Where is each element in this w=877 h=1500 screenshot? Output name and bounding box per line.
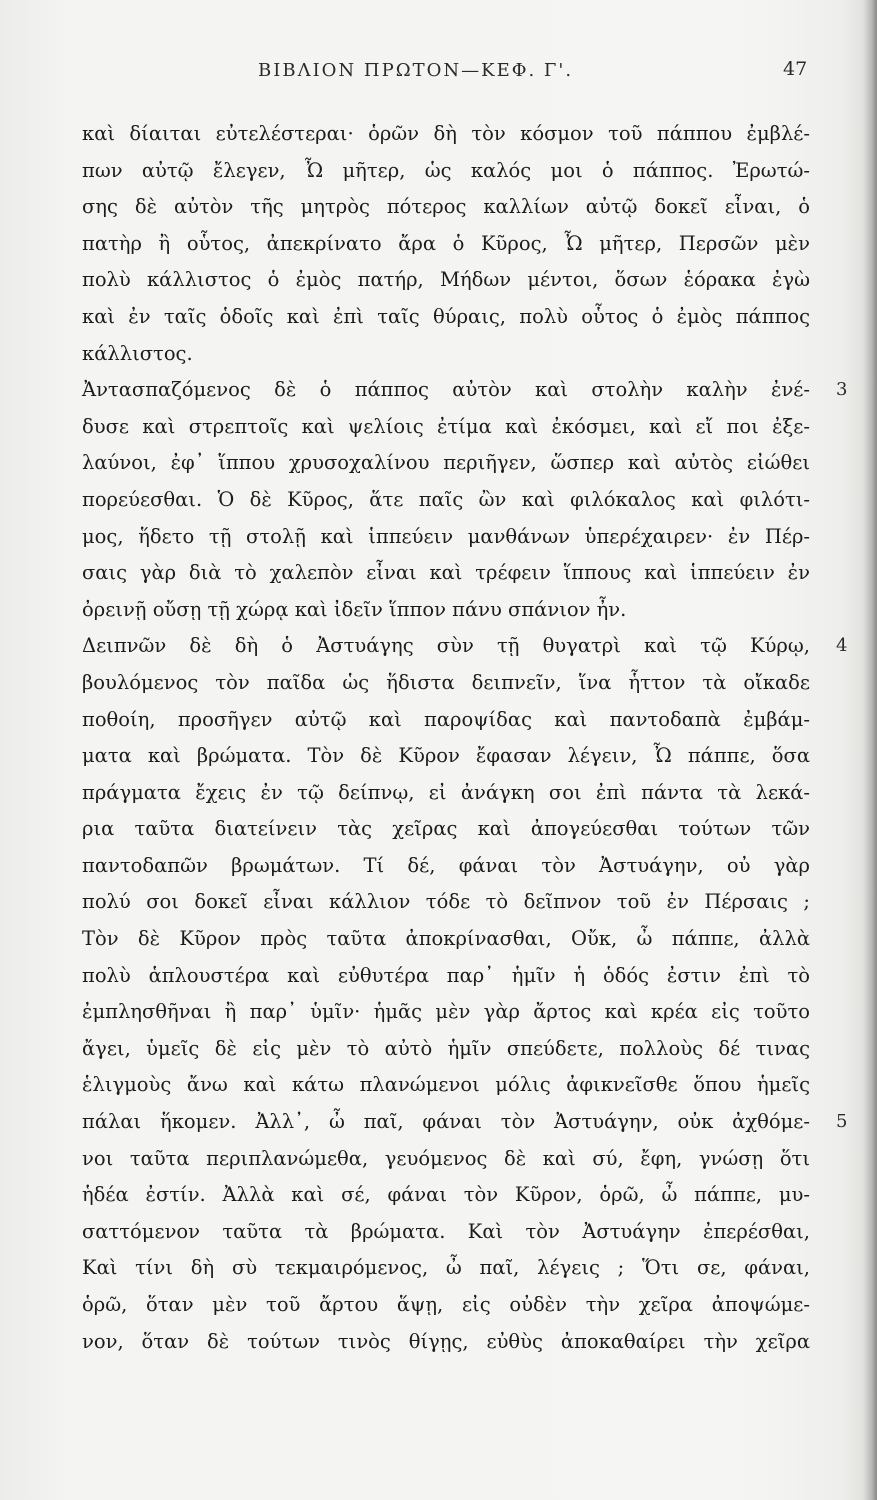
running-head: ΒΙΒΛΙΟΝ ΠΡΩΤΟΝ—ΚΕΦ. Γ'.: [258, 60, 574, 81]
text-line: παντοδαπῶν βρωμάτων. Τί δέ, φάναι τὸν Ἀστυάγην, οὐ γὰρ: [82, 853, 810, 877]
section-number: 5: [836, 1111, 848, 1133]
text-line: πολὺ ἁπλουστέρα καὶ εὐθυτέρα παρ᾽ ἡμῖν ἡ ὁδός ἐστιν ἐπὶ τὸ: [82, 963, 810, 987]
text-line: ὁρῶ, ὅταν μὲν τοῦ ἄρτου ἅψῃ, εἰς οὐδὲν τὴν χεῖρα ἀποψώμε-: [82, 1293, 810, 1316]
page-edge-shadow: [863, 0, 877, 1500]
text-line: νοι ταῦτα περιπλανώμεθα, γευόμενος δὲ καὶ σύ, ἔφη, γνώσῃ ὅτι: [82, 1146, 810, 1170]
text-line: καὶ δίαιται εὐτελέστεραι· ὁρῶν δὴ τὸν κόσμον τοῦ πάππου ἐμβλέ-: [82, 122, 810, 145]
page-number: 47: [783, 58, 808, 80]
text-line: Τὸν δὲ Κῦρον πρὸς ταῦτα ἀποκρίνασθαι, Οὔκ, ὦ πάππε, ἀλλὰ: [82, 927, 810, 951]
text-line: ἐμπλησθῆναι ἢ παρ᾽ ὑμῖν· ἡμᾶς μὲν γὰρ ἄρτος καὶ κρέα εἰς τοῦτο: [82, 1000, 810, 1024]
text-line: ἑλιγμοὺς ἄνω καὶ κάτω πλανώμενοι μόλις ἀφικνεῖσθε ὅπου ἡμεῖς: [82, 1073, 810, 1097]
text-line: καὶ ἐν ταῖς ὁδοῖς καὶ ἐπὶ ταῖς θύραις, πολὺ οὗτος ὁ ἐμὸς πάππος: [82, 304, 810, 328]
text-line: πολὺ κάλλιστος ὁ ἐμὸς πατήρ, Μήδων μέντοι, ὅσων ἑόρακα ἐγὼ: [82, 268, 810, 292]
text-line: ποθοίη, προσῆγεν αὐτῷ καὶ παροψίδας καὶ παντοδαπὰ ἐμβάμ-: [82, 707, 810, 731]
main-text: [82, 116, 810, 1360]
text-line: σης δὲ αὐτὸν τῆς μητρὸς πότερος καλλίων αὐτῷ δοκεῖ εἶναι, ὁ: [82, 195, 810, 219]
section-number: 3: [836, 379, 848, 401]
text-line: βουλόμενος τὸν παῖδα ὡς ἥδιστα δειπνεῖν, ἵνα ἧττον τὰ οἴκαδε: [82, 670, 810, 694]
text-line: πάλαι ἥκομεν. Ἀλλ᾽, ὦ παῖ, φάναι τὸν Ἀστυάγην, οὐκ ἀχθόμε-: [82, 1110, 810, 1134]
text-line: πατὴρ ἢ οὗτος, ἀπεκρίνατο ἄρα ὁ Κῦρος, Ὦ μῆτερ, Περσῶν μὲν: [82, 231, 810, 255]
text-line: κάλλιστος.: [82, 341, 193, 365]
text-line: πορεύεσθαι. Ὁ δὲ Κῦρος, ἅτε παῖς ὢν καὶ φιλόκαλος καὶ φιλότι-: [82, 487, 810, 511]
text-line: σαις γὰρ διὰ τὸ χαλεπὸν εἶναι καὶ τρέφειν ἵππους καὶ ἱππεύειν ἐν: [82, 561, 810, 585]
text-line: ὀρεινῇ οὔσῃ τῇ χώρᾳ καὶ ἰδεῖν ἵππον πάνυ σπάνιον ἦν.: [82, 597, 627, 621]
text-line: ἡδέα ἐστίν. Ἀλλὰ καὶ σέ, φάναι τὸν Κῦρον, ὁρῶ, ὦ πάππε, μυ-: [82, 1183, 810, 1207]
text-line: μος, ἥδετο τῇ στολῇ καὶ ἱππεύειν μανθάνων ὑπερέχαιρεν· ἐν Πέρ-: [82, 524, 810, 548]
text-line: δυσε καὶ στρεπτοῖς καὶ ψελίοις ἐτίμα καὶ ἐκόσμει, καὶ εἴ ποι ἐξε-: [82, 414, 810, 438]
text-line: ρια ταῦτα διατείνειν τὰς χεῖρας καὶ ἀπογεύεσθαι τούτων τῶν: [82, 817, 810, 841]
text-line: ἄγει, ὑμεῖς δὲ εἰς μὲν τὸ αὐτὸ ἡμῖν σπεύδετε, πολλοὺς δέ τινας: [82, 1036, 810, 1060]
text-line: σαττόμενον ταῦτα τὰ βρώματα. Καὶ τὸν Ἀστυάγην ἐπερέσθαι,: [82, 1219, 810, 1243]
text-line: πολύ σοι δοκεῖ εἶναι κάλλιον τόδε τὸ δεῖπνον τοῦ ἐν Πέρσαις ;: [82, 890, 810, 914]
text-line: πων αὐτῷ ἔλεγεν, Ὦ μῆτερ, ὡς καλός μοι ὁ πάππος. Ἐρωτώ-: [82, 158, 810, 182]
text-line: Καὶ τίνι δὴ σὺ τεκμαιρόμενος, ὦ παῖ, λέγεις ; Ὅτι σε, φάναι,: [82, 1256, 810, 1280]
section-number: 4: [836, 635, 848, 657]
text-line: πράγματα ἔχεις ἐν τῷ δείπνῳ, εἰ ἀνάγκη σοι ἐπὶ πάντα τὰ λεκά-: [82, 780, 810, 804]
text-line: λαύνοι, ἐφ᾽ ἵππου χρυσοχαλίνου περιῆγεν, ὥσπερ καὶ αὐτὸς εἰώθει: [82, 451, 810, 475]
text-line: Ἀντασπαζόμενος δὲ ὁ πάππος αὐτὸν καὶ στολὴν καλὴν ἐνέ-: [82, 378, 810, 402]
text-line: νον, ὅταν δὲ τούτων τινὸς θίγῃς, εὐθὺς ἀποκαθαίρει τὴν χεῖρα: [82, 1329, 810, 1353]
text-line: ματα καὶ βρώματα. Τὸν δὲ Κῦρον ἔφασαν λέγειν, Ὦ πάππε, ὅσα: [82, 744, 810, 768]
text-line: Δειπνῶν δὲ δὴ ὁ Ἀστυάγης σὺν τῇ θυγατρὶ καὶ τῷ Κύρῳ,: [82, 634, 810, 658]
